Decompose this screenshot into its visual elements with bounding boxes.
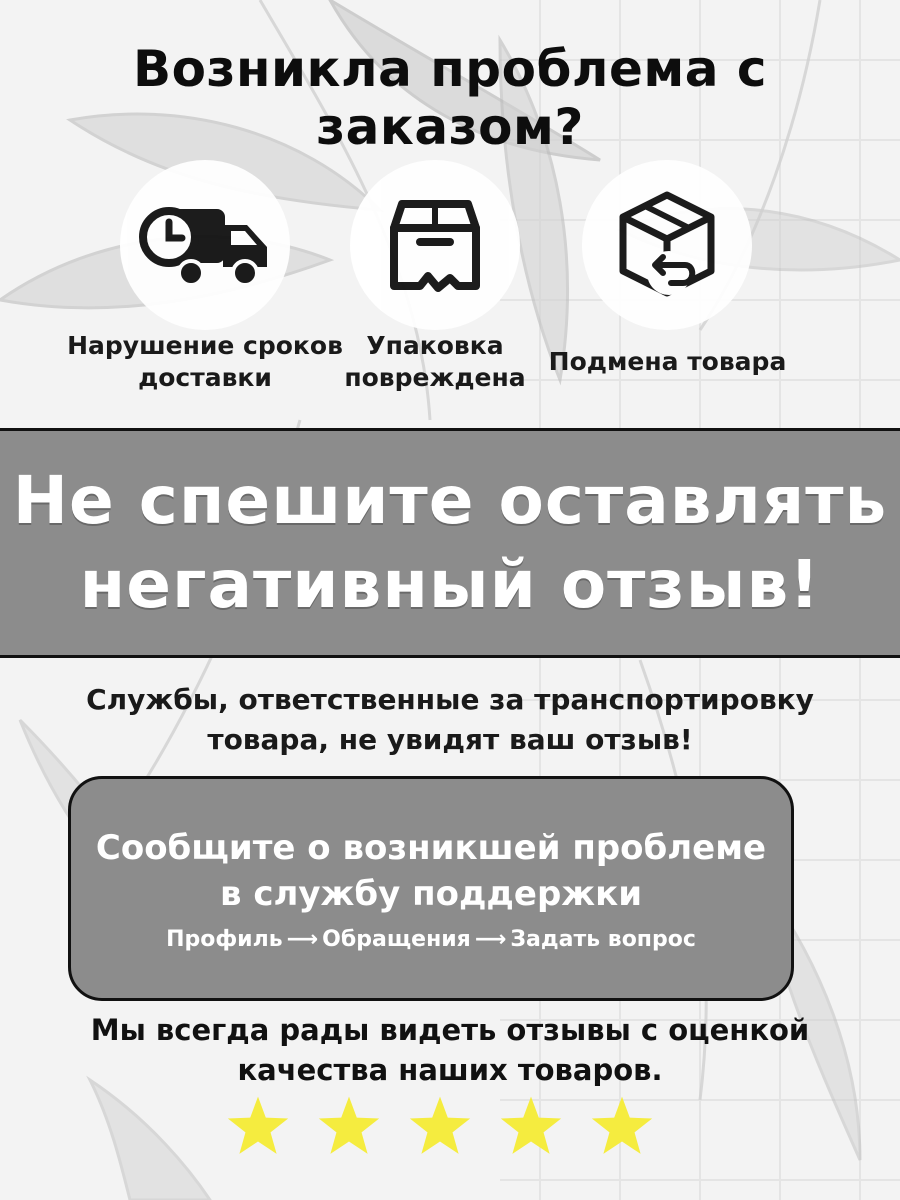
rating-stars bbox=[225, 1092, 655, 1162]
problem-substitution-card bbox=[582, 160, 752, 330]
footer-message bbox=[0, 1010, 900, 1090]
footer-line-2: качества наших товаров. bbox=[237, 1053, 663, 1087]
star-icon bbox=[498, 1094, 564, 1160]
star-icon bbox=[407, 1094, 473, 1160]
damaged-box-icon bbox=[380, 190, 490, 300]
delivery-truck-clock-icon bbox=[135, 195, 275, 295]
page-title: Возникла проблема с заказом? bbox=[132, 40, 768, 156]
support-line-2: в службу поддержки bbox=[219, 874, 643, 914]
problem-delivery-label bbox=[60, 330, 350, 394]
banner-line-2: негативный отзыв! bbox=[79, 546, 821, 623]
box-return-icon bbox=[607, 185, 727, 305]
substitution-icon-circle bbox=[582, 160, 752, 330]
problem-delivery-label-line2: доставки bbox=[138, 363, 272, 392]
support-navigation-path bbox=[166, 927, 696, 952]
problem-substitution-label bbox=[545, 346, 790, 378]
path-step-ask-question: Задать вопрос bbox=[510, 927, 696, 952]
path-step-profile: Профиль bbox=[166, 927, 283, 952]
notice-line-2: товара, не увидят ваш отзыв! bbox=[207, 723, 693, 756]
notice-line-1: Службы, ответственные за транспортировку bbox=[86, 683, 814, 716]
path-step-requests: Обращения bbox=[322, 927, 471, 952]
problem-substitution-label-line1: Подмена товара bbox=[548, 347, 787, 376]
problem-packaging-card bbox=[350, 160, 520, 330]
problem-packaging-label-line2: повреждена bbox=[344, 363, 526, 392]
problem-packaging-label-line1: Упаковка bbox=[366, 331, 504, 360]
problem-delivery-label-line1: Нарушение сроков bbox=[67, 331, 343, 360]
arrow-right-icon: ⟶ bbox=[286, 927, 319, 952]
warning-banner bbox=[0, 428, 900, 658]
star-icon bbox=[589, 1094, 655, 1160]
footer-line-1: Мы всегда рады видеть отзывы с оценкой bbox=[90, 1013, 810, 1047]
support-callout bbox=[68, 776, 794, 1001]
support-line-1: Сообщите о возникшей проблеме bbox=[95, 828, 767, 868]
problem-delivery-card bbox=[120, 160, 290, 330]
problem-packaging-label bbox=[335, 330, 535, 394]
arrow-right-icon: ⟶ bbox=[474, 927, 507, 952]
packaging-icon-circle bbox=[350, 160, 520, 330]
star-icon bbox=[316, 1094, 382, 1160]
transport-notice bbox=[0, 680, 900, 760]
banner-line-1: Не спешите оставлять bbox=[12, 462, 888, 539]
delivery-icon-circle bbox=[120, 160, 290, 330]
star-icon bbox=[225, 1094, 291, 1160]
